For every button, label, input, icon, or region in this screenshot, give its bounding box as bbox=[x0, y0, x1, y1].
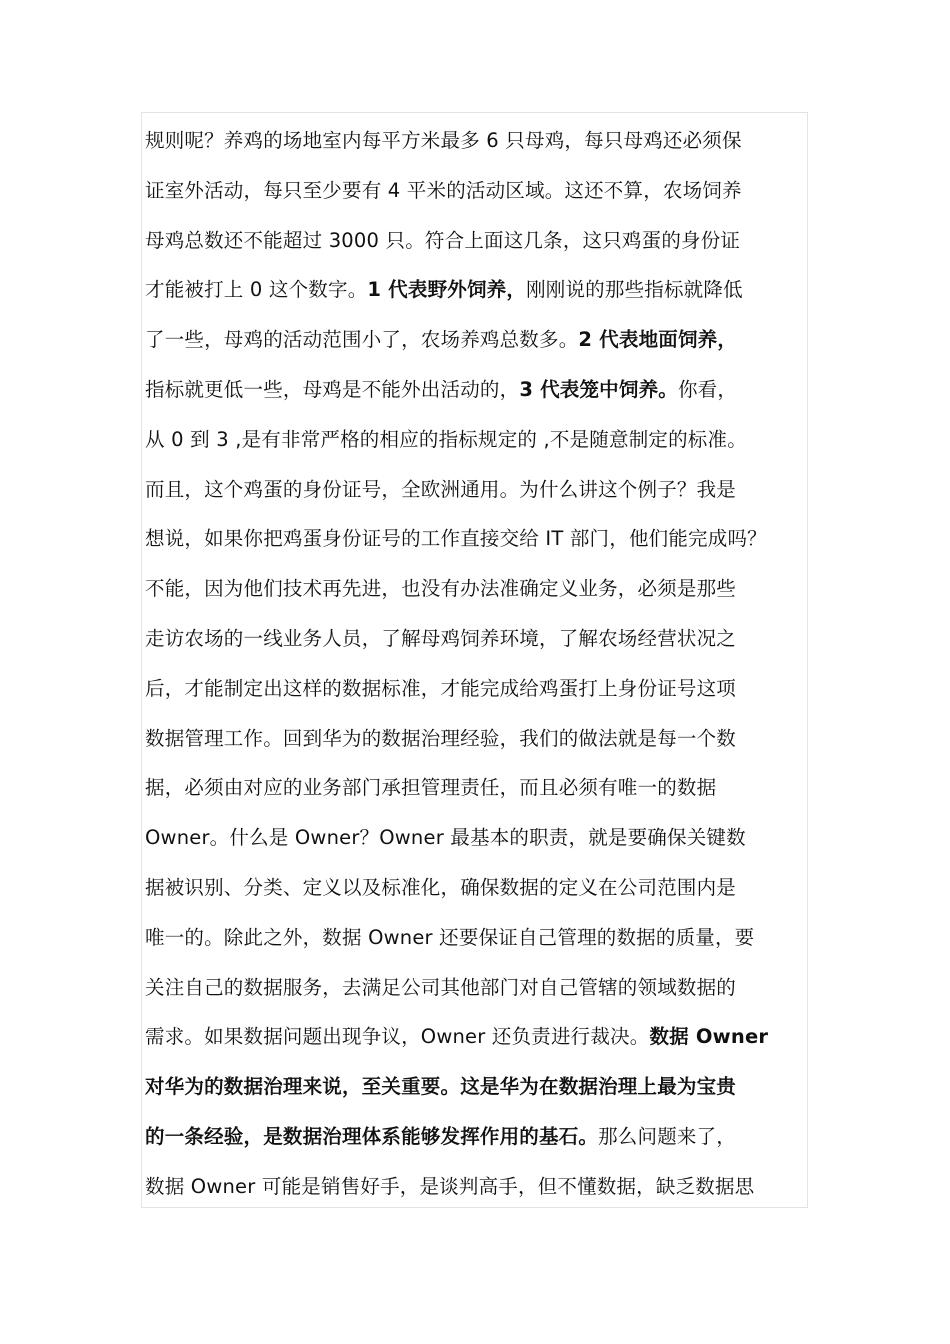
text-run: Owner。什么是 Owner？Owner 最基本的职责，就是要确保关键数 bbox=[145, 826, 746, 850]
text-run: 而且，这个鸡蛋的身份证号，全欧洲通用。为什么讲这个例子？我是 bbox=[145, 477, 737, 501]
text-run: 指标就更低一些，母鸡是不能外出活动的， bbox=[145, 377, 520, 401]
text-line bbox=[145, 564, 835, 614]
text-line bbox=[145, 863, 835, 913]
text-run: 后，才能制定出这样的数据标准，才能完成给鸡蛋打上身份证号这项 bbox=[145, 676, 737, 700]
text-line bbox=[145, 514, 835, 564]
text-run: 你看， bbox=[677, 377, 738, 401]
text-run: 据被识别、分类、定义以及标准化，确保数据的定义在公司范围内是 bbox=[145, 875, 737, 899]
text-run: 数据管理工作。回到华为的数据治理经验，我们的做法就是每一个数 bbox=[145, 726, 737, 750]
text-run: 据，必须由对应的业务部门承担管理责任，而且必须有唯一的数据 bbox=[145, 776, 717, 800]
text-run: 那么问题来了， bbox=[598, 1124, 737, 1148]
text-line bbox=[145, 813, 835, 863]
text-line bbox=[145, 116, 835, 166]
text-run: 从 0 到 3 ,是有非常严格的相应的指标规定的 ,不是随意制定的标准。 bbox=[145, 427, 747, 451]
bold-text-run: 对华为的数据治理来说，至关重要。这是华为在数据治理上最为宝贵 bbox=[145, 1075, 737, 1099]
text-line bbox=[145, 166, 835, 216]
text-run: 证室外活动，每只至少要有 4 平米的活动区域。这还不算，农场饲养 bbox=[145, 178, 742, 202]
text-run: 刚刚说的那些指标就降低 bbox=[526, 278, 743, 302]
text-run: 才能被打上 0 这个数字。 bbox=[145, 278, 368, 302]
text-run: 母鸡总数还不能超过 3000 只。符合上面这几条，这只鸡蛋的身份证 bbox=[145, 228, 741, 252]
text-line bbox=[145, 763, 835, 813]
text-line bbox=[145, 415, 835, 465]
text-line bbox=[145, 913, 835, 963]
text-line bbox=[145, 465, 835, 515]
text-run: 唯一的。除此之外，数据 Owner 还要保证自己管理的数据的质量，要 bbox=[145, 925, 755, 949]
text-run: 关注自己的数据服务，去满足公司其他部门对自己管辖的领域数据的 bbox=[145, 975, 737, 999]
bold-text-run: 3 代表笼中饲养。 bbox=[519, 377, 678, 401]
text-line bbox=[145, 963, 835, 1013]
bold-text-run: 数据 Owner bbox=[649, 1025, 769, 1049]
text-run: 需求。如果数据问题出现争议，Owner 还负责进行裁决。 bbox=[145, 1025, 650, 1049]
text-line bbox=[145, 365, 835, 415]
text-line bbox=[145, 1062, 835, 1112]
text-line bbox=[145, 216, 835, 266]
text-line bbox=[145, 714, 835, 764]
text-line bbox=[145, 265, 835, 315]
text-line bbox=[145, 1162, 835, 1212]
text-run: 规则呢？养鸡的场地室内每平方米最多 6 只母鸡，每只母鸡还必须保 bbox=[145, 129, 742, 152]
text-line bbox=[145, 664, 835, 714]
bold-text-run: 的一条经验，是数据治理体系能够发挥作用的基石。 bbox=[145, 1124, 599, 1148]
text-run: 不能，因为他们技术再先进，也没有办法准确定义业务，必须是那些 bbox=[145, 577, 737, 601]
text-run: 走访农场的一线业务人员，了解母鸡饲养环境，了解农场经营状况之 bbox=[145, 626, 737, 650]
text-line bbox=[145, 315, 835, 365]
bold-text-run: 1 代表野外饲养， bbox=[367, 278, 527, 302]
text-run: 了一些，母鸡的活动范围小了，农场养鸡总数多。 bbox=[145, 328, 579, 352]
text-line bbox=[145, 1012, 835, 1062]
text-line bbox=[145, 1112, 835, 1162]
text-run: 数据 Owner 可能是销售好手，是谈判高手，但不懂数据，缺乏数据思 bbox=[145, 1174, 755, 1198]
document-body-text bbox=[145, 116, 835, 1212]
text-run: 想说，如果你把鸡蛋身份证号的工作直接交给 IT 部门，他们能完成吗？ bbox=[145, 527, 767, 551]
bold-text-run: 2 代表地面饲养， bbox=[578, 328, 738, 352]
text-line bbox=[145, 614, 835, 664]
